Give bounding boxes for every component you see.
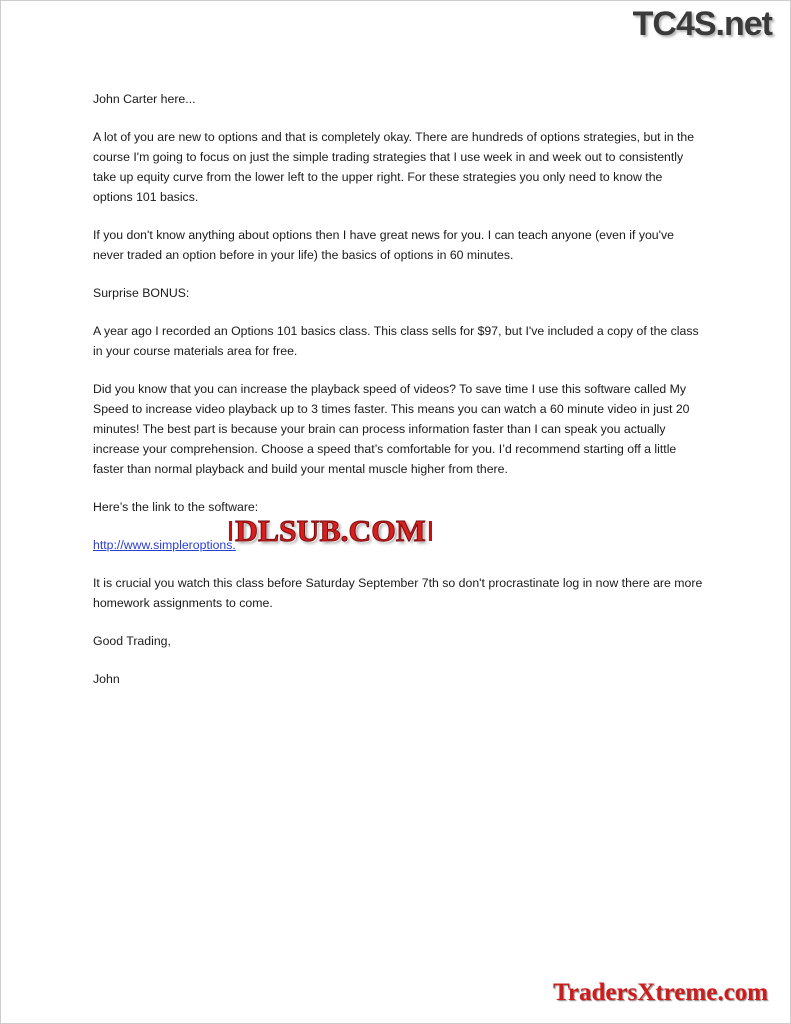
letter-body xyxy=(93,89,703,689)
signature: John xyxy=(93,672,120,686)
dlsub-stamp-text: DLSUB.COM xyxy=(229,521,432,541)
paragraph-1: A lot of you are new to options and that is completely okay. There are hundreds of options strategies, but in the course I'm going to focus on just the simple trading strategies that I use week in and week out to consistently take up equity curve from the lower left to the upper right. For these strategies you only need to know the options 101 basics. xyxy=(93,130,695,204)
sign-off: Good Trading, xyxy=(93,634,171,648)
top-right-watermark: TC4S.net xyxy=(632,5,772,43)
bonus-heading: Surprise BONUS: xyxy=(93,286,190,300)
software-link-row xyxy=(93,513,703,555)
software-link[interactable]: http://www.simpleroptions. xyxy=(93,538,236,552)
bottom-right-watermark: TradersXtreme.com xyxy=(553,979,768,1006)
greeting-paragraph: John Carter here... xyxy=(93,92,196,106)
paragraph-3: A year ago I recorded an Options 101 basics class. This class sells for $97, but I've included a copy of the class in your course materials area for free. xyxy=(93,324,699,358)
paragraph-4: Did you know that you can increase the playback speed of videos? To save time I use this software called My Speed to increase video playback up to 3 times faster. This means you can watch a 60 minute video in just 20 minutes! The best part is because your brain can process information faster than I can speak you actually increase your comprehension. Choose a speed that’s comfortable for you. I’d recommend starting off a little faster than normal playback and build your mental muscle higher from there. xyxy=(93,382,690,476)
paragraph-2: If you don't know anything about options then I have great news for you. I can teach anyone (even if you've never traded an option before in your life) the basics of options in 60 minutes. xyxy=(93,228,674,262)
closing-paragraph: It is crucial you watch this class before Saturday September 7th so don't procrastinate log in now there are more homework assignments to come. xyxy=(93,576,703,610)
link-intro-paragraph: Here’s the link to the software: xyxy=(93,500,259,514)
dlsub-stamp-watermark xyxy=(229,513,432,548)
